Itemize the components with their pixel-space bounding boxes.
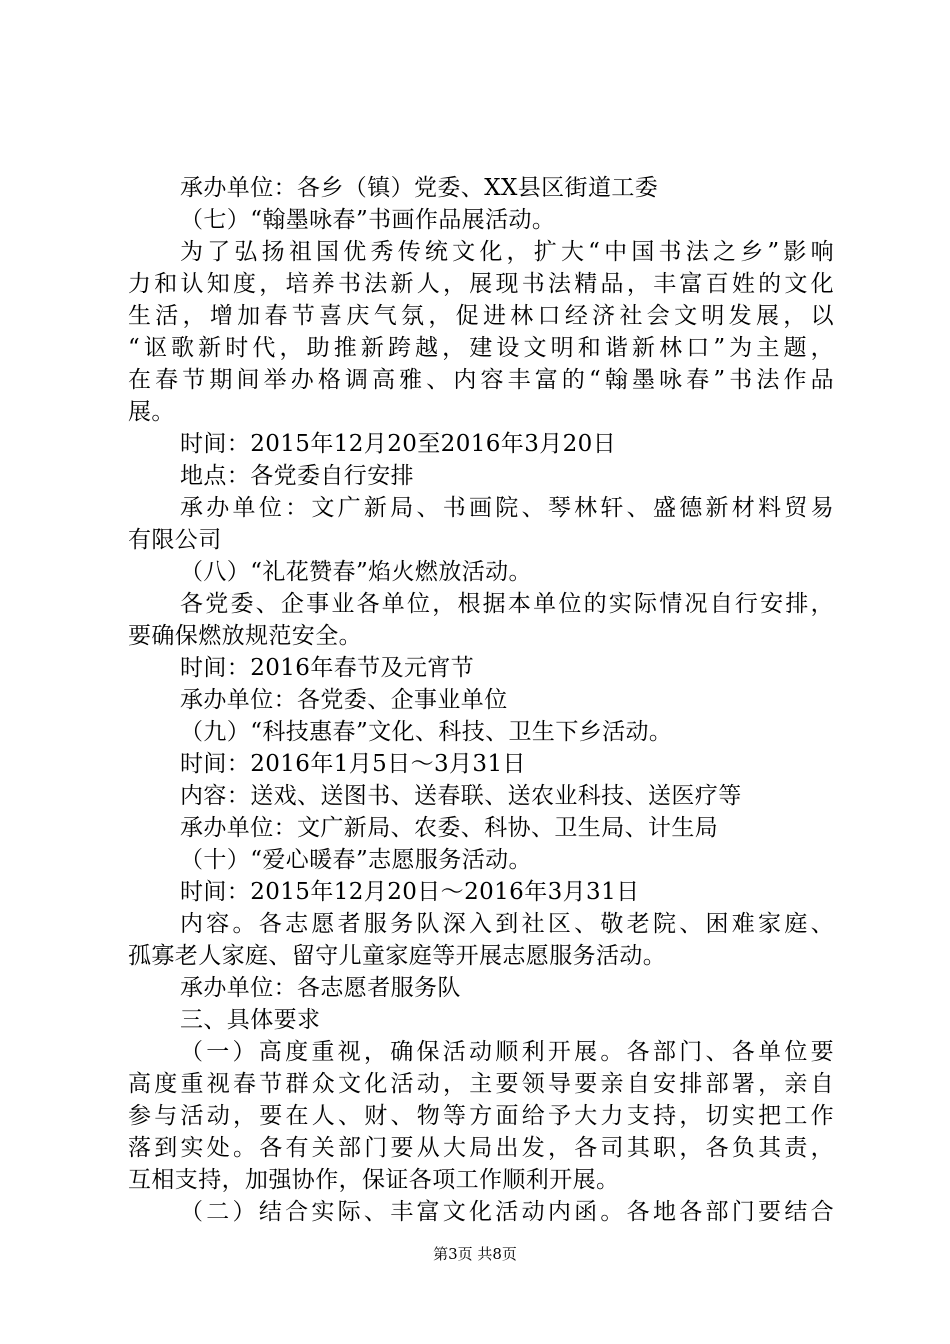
text-line: 三、具体要求 <box>180 1007 321 1033</box>
text-line: （八）“礼花赞春”焰火燃放活动。 <box>180 559 532 585</box>
text-line: 高度重视春节群众文化活动，主要领导要亲自安排部署，亲自 <box>128 1071 834 1097</box>
text-line: 有限公司 <box>128 527 222 553</box>
text-line: 承办单位：各党委、企事业单位 <box>180 687 508 713</box>
text-line: 承办单位：各乡（镇）党委、XX县区街道工委 <box>180 175 659 201</box>
text-line: 各党委、企事业各单位，根据本单位的实际情况自行安排， <box>180 591 834 617</box>
text-line: 参与活动，要在人、财、物等方面给予大力支持，切实把工作 <box>128 1103 834 1129</box>
text-line: 落到实处。各有关部门要从大局出发，各司其职，各负其责， <box>128 1135 834 1161</box>
text-line: 在春节期间举办格调高雅、内容丰富的“翰墨咏春”书法作品 <box>128 367 834 393</box>
text-line: 承办单位：文广新局、书画院、琴林轩、盛德新材料贸易 <box>180 495 834 521</box>
text-line: “讴歌新时代，助推新跨越，建设文明和谐新林口”为主题， <box>128 335 834 361</box>
text-line: （七）“翰墨咏春”书画作品展活动。 <box>180 207 556 233</box>
text-line: 时间：2015年12月20日～2016年3月31日 <box>180 879 640 905</box>
text-line: （十）“爱心暖春”志愿服务活动。 <box>180 847 532 873</box>
text-line: 力和认知度，培养书法新人，展现书法精品，丰富百姓的文化 <box>128 271 834 297</box>
text-line: 承办单位：各志愿者服务队 <box>180 975 461 1001</box>
text-line: 内容：送戏、送图书、送春联、送农业科技、送医疗等 <box>180 783 742 809</box>
text-line: 互相支持，加强协作，保证各项工作顺利开展。 <box>128 1167 620 1193</box>
text-line: 孤寡老人家庭、留守儿童家庭等开展志愿服务活动。 <box>128 943 667 969</box>
text-line: 时间：2016年1月5日～3月31日 <box>180 751 526 777</box>
text-line: （九）“科技惠春”文化、科技、卫生下乡活动。 <box>180 719 673 745</box>
text-line: 为了弘扬祖国优秀传统文化，扩大“中国书法之乡”影响 <box>180 239 834 265</box>
text-line: 承办单位：文广新局、农委、科协、卫生局、计生局 <box>180 815 719 841</box>
text-line: 展。 <box>128 399 175 425</box>
text-line: 地点：各党委自行安排 <box>180 463 414 489</box>
text-line: 生活，增加春节喜庆气氛，促进林口经济社会文明发展，以 <box>128 303 834 329</box>
text-line: （二）结合实际、丰富文化活动内函。各地各部门要结合 <box>180 1199 834 1225</box>
text-line: 时间：2015年12月20至2016年3月20日 <box>180 431 617 457</box>
text-line: 要确保燃放规范安全。 <box>128 623 362 649</box>
text-line: 内容。各志愿者服务队深入到社区、敬老院、困难家庭、 <box>180 911 834 937</box>
text-line: 时间：2016年春节及元宵节 <box>180 655 475 681</box>
text-line: （一）高度重视，确保活动顺利开展。各部门、各单位要 <box>180 1039 834 1065</box>
page-footer: 第3页 共8页 <box>433 1245 517 1263</box>
body-text <box>128 172 834 1228</box>
